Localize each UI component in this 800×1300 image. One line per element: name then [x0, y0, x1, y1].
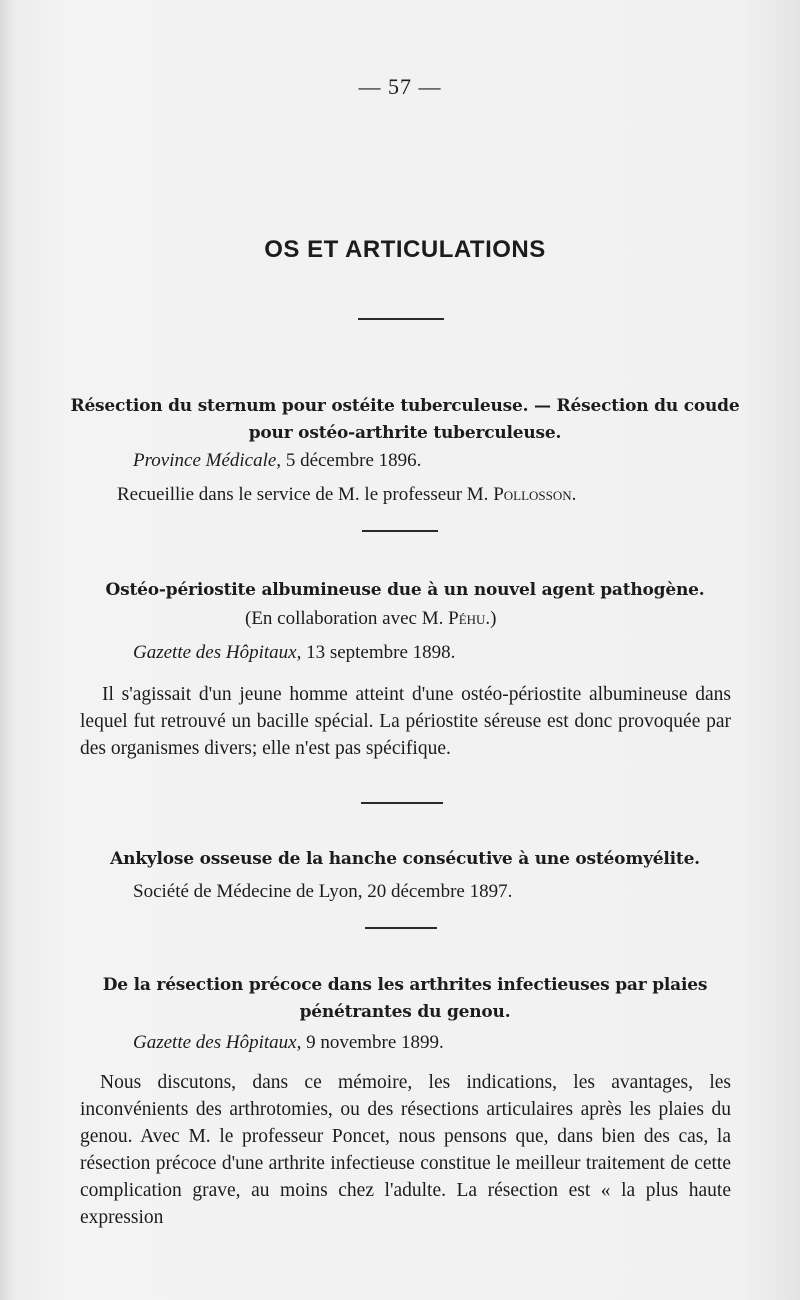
entry-1-citation — [133, 450, 421, 472]
entry-3-heading: Ankylose osseuse de la hanche consécutive à une ostéomyélite. — [110, 849, 700, 869]
entry-2-date: 13 septembre 1898. — [306, 642, 456, 663]
entry-2-heading: Ostéo-périostite albumineuse due à un nouvel agent pathogène. — [105, 580, 705, 600]
entry-1-heading: Résection du sternum pour ostéite tuberculeuse. — Résection du coude pour ostéo-arthrite tuberculeuse. — [70, 396, 740, 443]
entry-1-note-name: Pollosson. — [493, 484, 577, 505]
title-rule — [358, 318, 444, 320]
entry-4-paragraph: Nous discutons, dans ce mémoire, les indications, les avantages, les inconvénients des arthrotomies, ou des résections articulaires après les plaies du genou. Avec M. le professeur Poncet, nous pensons que, dans bien des cas, la résection précoce d'une arthrite infectieuse constitue le meilleur traitement de cette complication grave, au moins chez l'adulte. La résection est « la plus haute expression — [80, 1072, 731, 1228]
entry-1-note — [117, 484, 576, 506]
entry-2-rule — [361, 802, 443, 804]
entry-3-source: Société de Médecine de Lyon, 20 décembre 1897. — [133, 881, 513, 902]
entry-2-citation — [133, 642, 455, 664]
entry-1-journal: Province Médicale, — [133, 450, 282, 471]
entry-4-journal: Gazette des Hôpitaux, — [133, 1032, 302, 1053]
entry-4-citation — [133, 1032, 444, 1054]
section-title: OS ET ARTICULATIONS — [264, 236, 546, 263]
entry-2-collab-text: (En collaboration avec M. — [245, 608, 444, 629]
entry-4-date: 9 novembre 1899. — [306, 1032, 444, 1053]
entry-2-collaboration — [245, 608, 497, 630]
page-number: — 57 — — [358, 74, 442, 99]
entry-2-paragraph: Il s'agissait d'un jeune homme atteint d'une ostéo-périostite albumineuse dans lequel fut retrouvé un bacille spécial. La périostite séreuse est donc provoquée par des organismes divers; elle n'est pas spécifique. — [80, 684, 731, 759]
entry-1-rule — [362, 530, 438, 532]
entry-3-rule — [365, 927, 437, 929]
entry-4-heading: De la résection précoce dans les arthrites infectieuses par plaies pénétrantes du genou. — [102, 975, 708, 1022]
entry-2-collab-name: Péhu.) — [448, 608, 497, 629]
entry-1-date: 5 décembre 1896. — [285, 450, 422, 471]
entry-1-note-text: Recueillie dans le service de M. le professeur M. — [117, 484, 489, 505]
entry-2-journal: Gazette des Hôpitaux, — [133, 642, 302, 663]
